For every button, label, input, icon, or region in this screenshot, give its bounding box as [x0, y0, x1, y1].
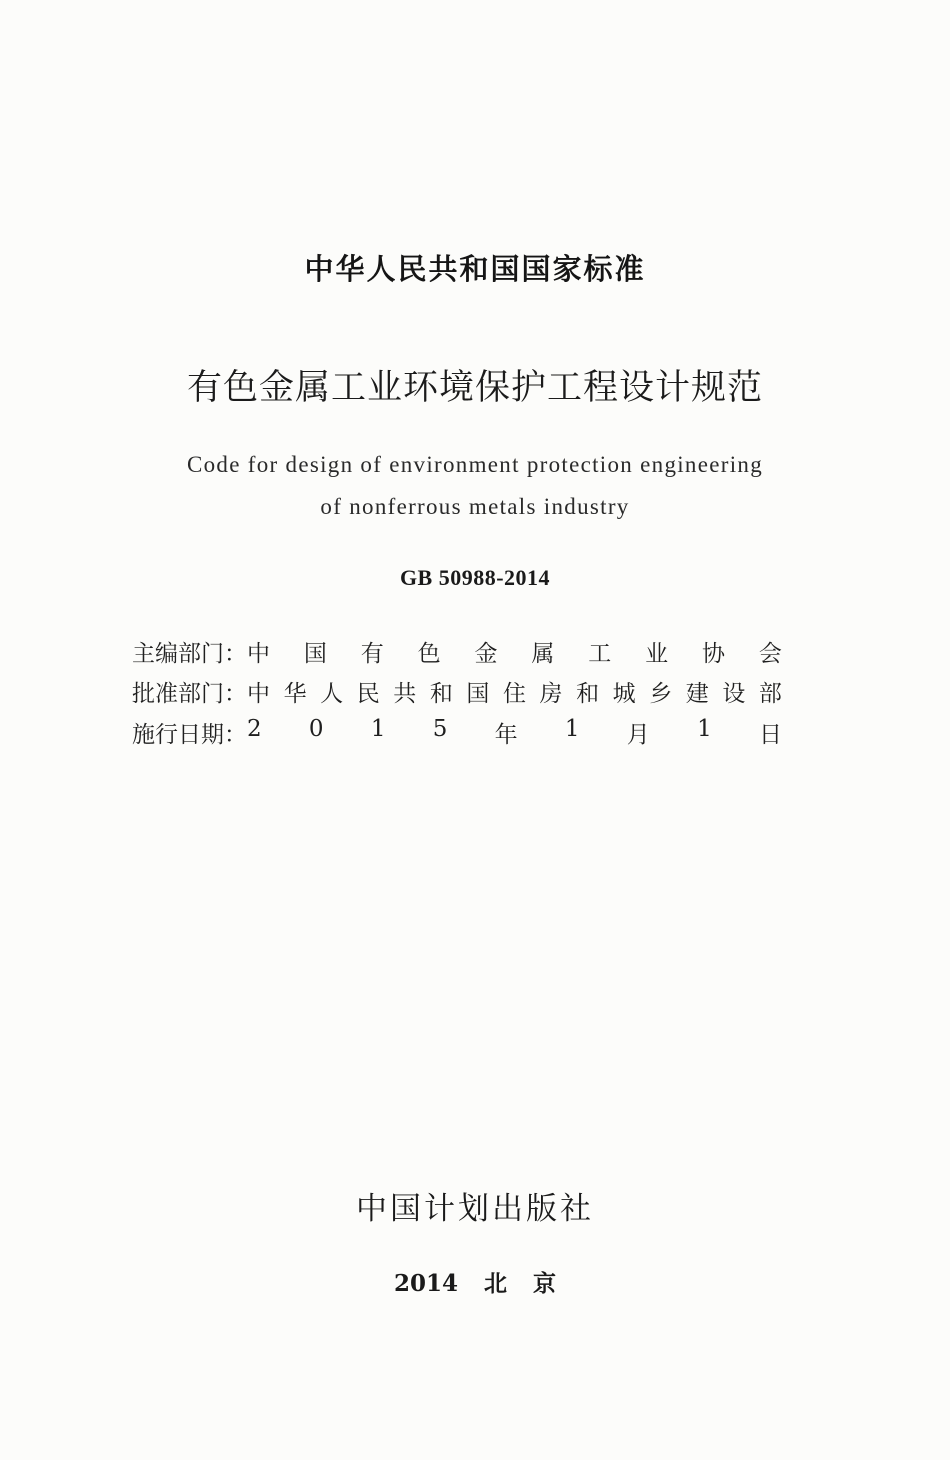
- spaced-char: 1: [697, 715, 712, 742]
- spaced-char: 色: [417, 640, 441, 667]
- approval-department-row: [132, 673, 782, 709]
- spaced-char: 国: [303, 640, 327, 667]
- spaced-char: 协: [702, 640, 725, 667]
- spaced-char: 2: [247, 715, 262, 742]
- spaced-char: 国: [466, 680, 490, 707]
- editor-department-label: 主编部门：: [132, 640, 247, 667]
- spaced-char: 有: [360, 640, 384, 667]
- spaced-char: 房: [539, 680, 563, 707]
- spaced-char: 金: [474, 640, 498, 667]
- spaced-char: 人: [320, 680, 344, 707]
- editor-department-value: [247, 635, 782, 668]
- spaced-char: 乡: [649, 680, 673, 707]
- spaced-char: 1: [370, 715, 386, 742]
- spaced-char: 中: [247, 640, 270, 667]
- spaced-char: 和: [576, 680, 600, 707]
- spaced-char: 中: [247, 680, 270, 707]
- effective-date-value: [247, 716, 782, 749]
- editor-department-row: [132, 633, 782, 669]
- spaced-char: 工: [588, 640, 612, 667]
- spaced-char: 业: [645, 640, 669, 667]
- spaced-char: 共: [393, 680, 417, 707]
- spaced-char: 住: [502, 680, 526, 707]
- spaced-char: 0: [308, 715, 324, 742]
- publish-year-place: 2014 北 京: [393, 1270, 557, 1297]
- spaced-char: 华: [283, 680, 307, 707]
- standard-category: 中华人民共和国国家标准: [304, 252, 646, 286]
- spaced-char: 民: [356, 680, 380, 707]
- spaced-char: 和: [429, 680, 453, 707]
- spaced-char: 会: [758, 640, 782, 667]
- spaced-char: 城: [612, 680, 636, 707]
- spaced-char: 日: [758, 721, 782, 748]
- standard-code: GB 50988-2014: [399, 565, 551, 590]
- spaced-char: 设: [722, 680, 746, 707]
- title-english-line2: of nonferrous metals industry: [320, 494, 630, 519]
- spaced-char: 5: [432, 715, 448, 742]
- approval-department-label: 批准部门：: [132, 680, 247, 707]
- spaced-char: 建: [685, 680, 709, 707]
- effective-date-row: [132, 714, 782, 750]
- title-chinese: 有色金属工业环境保护工程设计规范: [186, 368, 763, 408]
- publisher-name: 中国计划出版社: [356, 1191, 594, 1227]
- approval-department-value: [247, 675, 782, 708]
- spaced-char: 年: [494, 721, 518, 748]
- effective-date-label: 施行日期：: [132, 721, 247, 748]
- spaced-char: 月: [626, 721, 650, 748]
- spaced-char: 1: [564, 715, 580, 742]
- title-english-line1: Code for design of environment protection engineering: [186, 452, 764, 477]
- spaced-char: 部: [758, 680, 782, 707]
- spaced-char: 属: [531, 640, 555, 667]
